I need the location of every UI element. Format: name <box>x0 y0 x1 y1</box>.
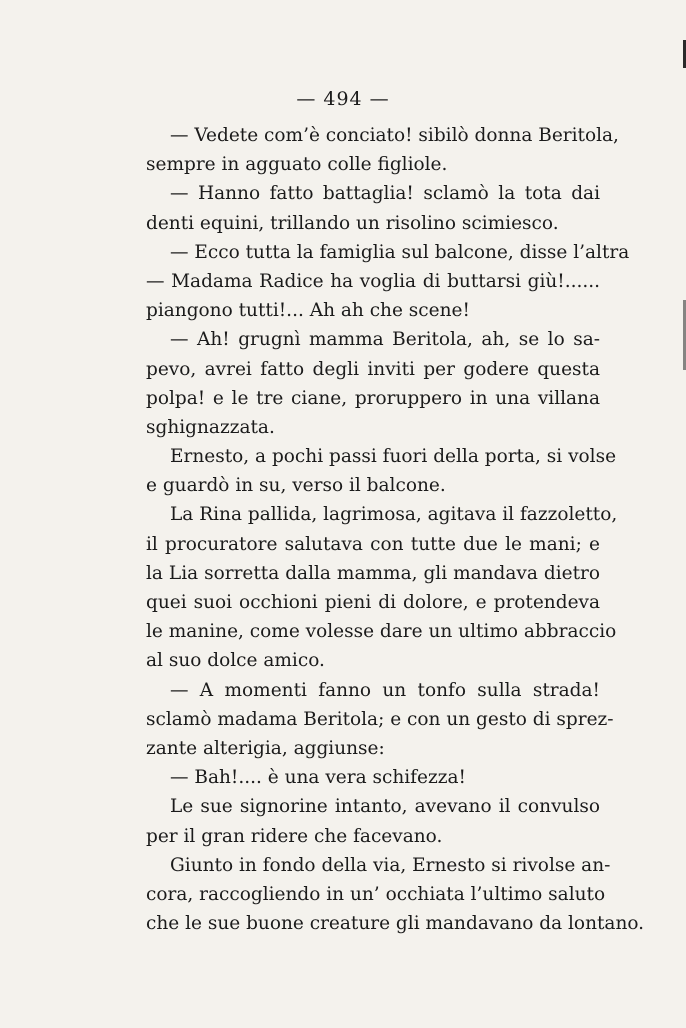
text-line: — A momenti fanno un tonfo sulla strada! <box>170 679 600 701</box>
text-line: — Madama Radice ha voglia di buttarsi giù!...... <box>146 270 600 292</box>
text-line: polpa! e le tre ciane, proruppero in una villana <box>146 387 600 409</box>
text-line: zante alterigia, aggiunse: <box>146 737 385 759</box>
text-line: le manine, come volesse dare un ultimo abbraccio <box>146 621 617 643</box>
text-line: Le sue signorine intanto, avevano il convulso <box>170 796 600 818</box>
text-line: — Hanno fatto battaglia! sclamò la tota dai <box>170 183 600 205</box>
text-line: pevo, avrei fatto degli inviti per godere questa <box>146 358 600 380</box>
body-text <box>146 121 645 938</box>
text-line: e guardò in su, verso il balcone. <box>146 475 446 497</box>
text-line: — Ah! grugnì mamma Beritola, ah, se lo sa- <box>170 329 600 351</box>
text-line: quei suoi occhioni pieni di dolore, e protendeva <box>146 592 600 613</box>
text-line: — Bah!.... è una vera schifezza! <box>170 767 466 789</box>
text-line: per il gran ridere che facevano. <box>146 825 443 847</box>
page-number: — 494 — <box>296 88 390 110</box>
text-line: sghignazzata. <box>146 416 275 438</box>
text-line: la Lia sorretta dalla mamma, gli mandava dietro <box>146 562 600 584</box>
text-line: Giunto in fondo della via, Ernesto si rivolse an- <box>170 854 611 876</box>
text-line: — Ecco tutta la famiglia sul balcone, disse l’altra <box>170 241 630 263</box>
text-line: il procuratore salutava con tutte due le mani; e <box>146 533 600 555</box>
text-line: denti equini, trillando un risolino scimiesco. <box>146 212 559 234</box>
text-line: cora, raccogliendo in un’ occhiata l’ultimo saluto <box>146 883 606 905</box>
text-line: piangono tutti!... Ah ah che scene! <box>146 300 470 322</box>
text-line: — Vedete com’è conciato! sibilò donna Beritola, <box>170 125 619 146</box>
text-line: al suo dolce amico. <box>146 650 325 672</box>
text-line: Ernesto, a pochi passi fuori della porta, si volse <box>170 446 617 468</box>
text-line: sclamò madama Beritola; e con un gesto di sprez- <box>146 708 614 730</box>
text-line: che le sue buone creature gli mandavano da lontano. <box>146 913 645 935</box>
text-line: La Rina pallida, lagrimosa, agitava il fazzoletto, <box>170 504 618 526</box>
text-line: sempre in agguato colle figliole. <box>146 154 448 176</box>
